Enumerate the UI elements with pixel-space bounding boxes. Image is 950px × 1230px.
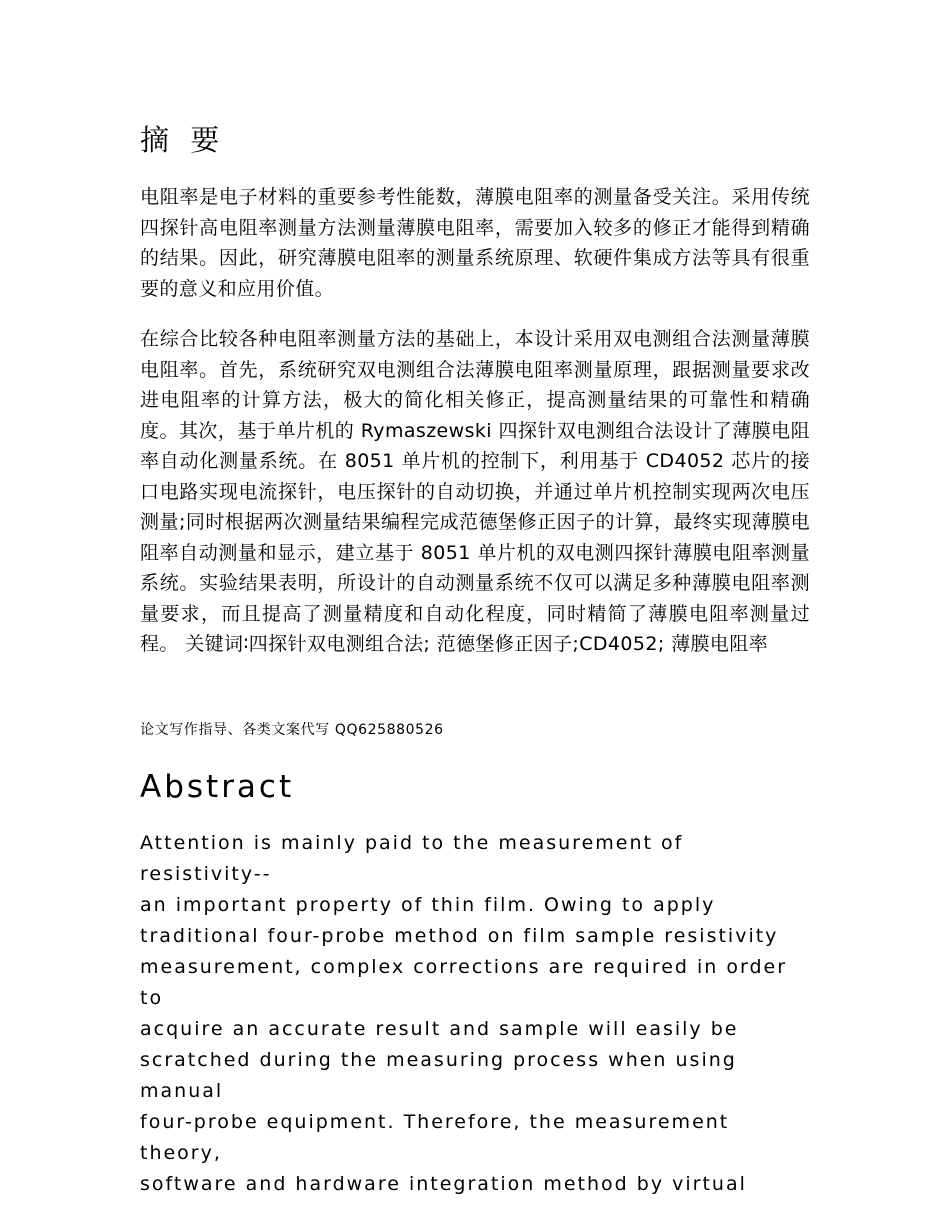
chinese-abstract-paragraph-2: 在综合比较各种电阻率测量方法的基础上，本设计采用双电测组合法测量薄膜电阻率。首先，系统研究双电测组合法薄膜电阻率测量原理，跟据测量要求改进电阻率的计算方法，极大的简化相关修正，提高测量结果的可靠性和精确度。其次，基于单片机的 Rymaszewski 四探针双电测组合法设计了薄膜电阻率自动化测量系统。在 8051 单片机的控制下，利用基于 CD4052 芯片的接口电路实现电流探针，电压探针的自动切换，并通过单片机控制实现两次电压测量;同时根据两次测量结果编程完成范德堡修正因子的计算，最终实现薄膜电阻率自动测量和显示，建立基于 8051 单片机的双电测四探针薄膜电阻率测量系统。实验结果表明，所设计的自动测量系统不仅可以满足多种薄膜电阻率测量要求，而且提高了测量精度和自动化程度，同时精简了薄膜电阻率测量过程。 关键词∶四探针双电测组合法; 范德堡修正因子;CD4052; 薄膜电阻率 — [140, 328, 810, 655]
chinese-abstract-paragraph-1: 电阻率是电子材料的重要参考性能数，薄膜电阻率的测量备受关注。采用传统四探针高电阻率测量方法测量薄膜电阻率，需要加入较多的修正才能得到精确的结果。因此，研究薄膜电阻率的测量系统原理、软硬件集成方法等具有很重要的意义和应用价值。 — [140, 186, 810, 300]
chinese-abstract-heading: 摘 要 — [140, 123, 226, 157]
english-abstract-line: acquire an accurate result and sample will easily be — [140, 1018, 739, 1040]
english-abstract-line: scratched during the measuring process when using manual — [140, 1049, 737, 1102]
contact-note: 论文写作指导、各类文案代写 QQ625880526 — [140, 722, 444, 738]
english-abstract-line: software and hardware integration method by virtual — [140, 1173, 747, 1195]
english-abstract-line: measurement, complex corrections are required in order to — [140, 956, 788, 1009]
english-abstract-line: Attention is mainly paid to the measurement of resistivity-- — [140, 832, 684, 885]
english-abstract-paragraph — [140, 828, 810, 1200]
english-abstract-line: an important property of thin film. Owing to apply — [140, 894, 716, 916]
english-abstract-heading: Abstract — [140, 769, 295, 805]
english-abstract-line: traditional four-probe method on film sample resistivity — [140, 925, 779, 947]
english-abstract-line: four-probe equipment. Therefore, the measurement theory, — [140, 1111, 730, 1164]
